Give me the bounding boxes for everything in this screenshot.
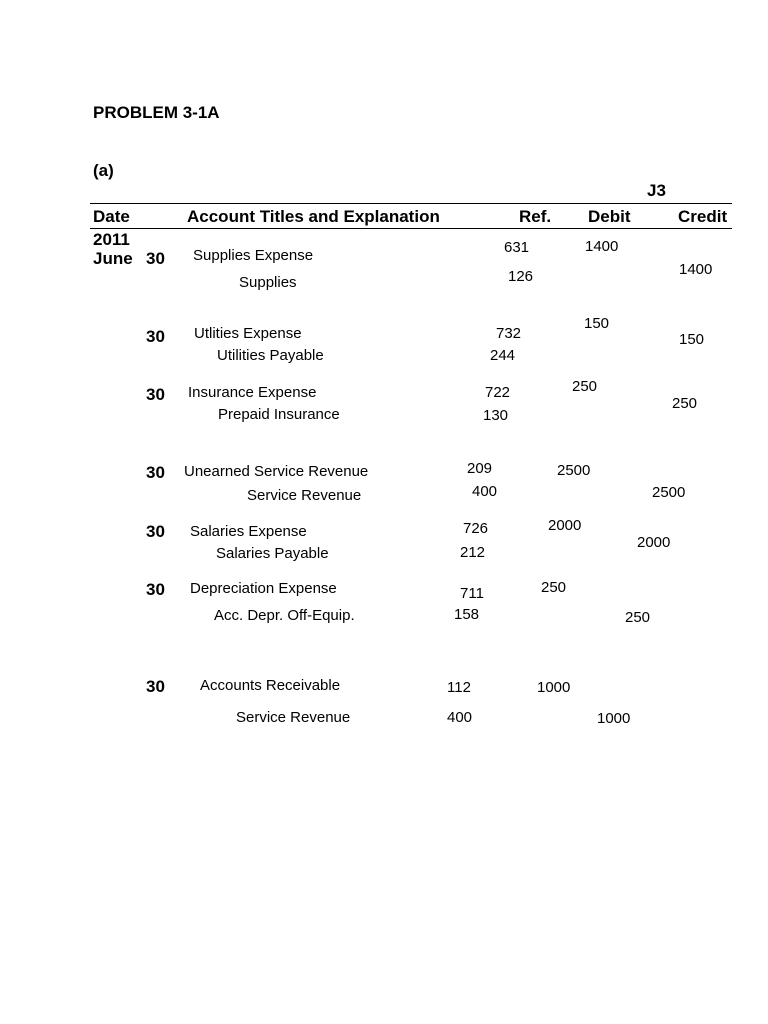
- credit-ref: 212: [460, 544, 486, 561]
- debit-account: Supplies Expense: [193, 247, 314, 264]
- credit-ref: 158: [454, 606, 480, 623]
- debit-ref: 732: [496, 325, 522, 342]
- debit-amount: 2500: [557, 462, 591, 479]
- part-label: (a): [93, 161, 114, 180]
- debit-account: Insurance Expense: [188, 384, 317, 401]
- debit-amount: 150: [584, 315, 610, 332]
- column-header-date: Date: [93, 207, 130, 226]
- column-header-debit: Debit: [588, 207, 631, 226]
- debit-ref: 726: [463, 520, 489, 537]
- debit-account: Utlities Expense: [194, 325, 302, 342]
- debit-amount: 250: [541, 579, 567, 596]
- problem-title: PROBLEM 3-1A: [93, 103, 220, 122]
- debit-ref: 209: [467, 460, 493, 477]
- debit-amount: 250: [572, 378, 598, 395]
- journal-month: June: [93, 249, 133, 268]
- credit-amount: 250: [625, 609, 651, 626]
- credit-account: Service Revenue: [247, 487, 362, 504]
- column-header-ref: Ref.: [519, 207, 552, 226]
- entry-day: 30: [146, 463, 165, 482]
- debit-amount: 1000: [537, 679, 571, 696]
- credit-amount: 1400: [679, 261, 713, 278]
- header-top-rule: [90, 203, 732, 204]
- credit-amount: 1000: [597, 710, 631, 727]
- credit-account: Acc. Depr. Off-Equip.: [214, 607, 355, 624]
- journal-reference: J3: [647, 181, 666, 200]
- debit-amount: 2000: [548, 517, 582, 534]
- header-bottom-rule: [90, 228, 732, 229]
- debit-account: Unearned Service Revenue: [184, 463, 369, 480]
- entry-day: 30: [146, 522, 165, 541]
- debit-ref: 722: [485, 384, 511, 401]
- debit-account: Salaries Expense: [190, 523, 307, 540]
- journal-year: 2011: [93, 230, 130, 249]
- entry-day: 30: [146, 327, 165, 346]
- debit-account: Depreciation Expense: [190, 580, 337, 597]
- credit-ref: 400: [447, 709, 473, 726]
- credit-amount: 250: [672, 395, 698, 412]
- debit-account: Accounts Receivable: [200, 677, 341, 694]
- debit-ref: 711: [460, 585, 484, 602]
- debit-ref: 112: [447, 679, 471, 696]
- credit-ref: 244: [490, 347, 516, 364]
- credit-account: Prepaid Insurance: [218, 406, 340, 423]
- entry-day: 30: [146, 677, 165, 696]
- entry-day: 30: [146, 580, 165, 599]
- credit-ref: 126: [508, 268, 534, 285]
- debit-ref: 631: [504, 239, 530, 256]
- credit-account: Service Revenue: [236, 709, 351, 726]
- credit-ref: 400: [472, 483, 498, 500]
- column-header-credit: Credit: [678, 207, 728, 226]
- debit-amount: 1400: [585, 238, 619, 255]
- credit-ref: 130: [483, 407, 509, 424]
- credit-account: Utilities Payable: [217, 347, 324, 364]
- credit-account: Salaries Payable: [216, 545, 329, 562]
- credit-amount: 2000: [637, 534, 671, 551]
- entry-day: 30: [146, 249, 165, 268]
- credit-amount: 2500: [652, 484, 686, 501]
- credit-amount: 150: [679, 331, 705, 348]
- entry-day: 30: [146, 385, 165, 404]
- column-header-account: Account Titles and Explanation: [187, 207, 440, 226]
- credit-account: Supplies: [239, 274, 297, 291]
